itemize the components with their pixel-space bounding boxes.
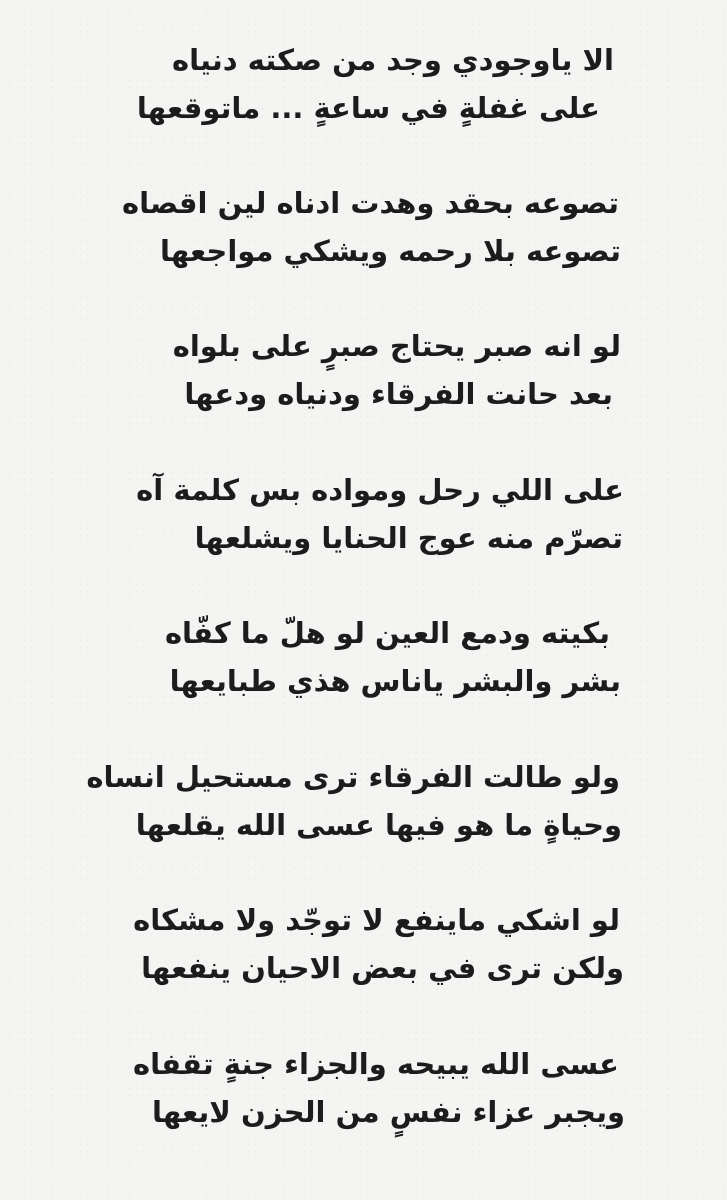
verse-line: الا ياوجودي وجد من صكته دنياه	[171, 43, 614, 77]
verse-line: على غفلةٍ في ساعةٍ ... ماتوقعها	[136, 91, 600, 125]
verse-line: على اللي رحل ومواده بس كلمة آه	[136, 473, 624, 507]
verse-line: ولو طالت الفرقاء ترى مستحيل انساه	[86, 760, 620, 794]
verse-line: لو اشكي ماينفع لا توجّد ولا مشكاه	[133, 903, 620, 937]
verse-line: بعد حانت الفرقاء ودنياه ودعها	[184, 377, 613, 411]
verse-line: بكيته ودمع العين لو هلّ ما كفّاه	[164, 616, 610, 650]
verse-line: وحياةٍ ما هو فيها عسى الله يقلعها	[135, 808, 622, 842]
verse-line: تصوعه بحقد وهدت ادناه لين اقصاه	[121, 186, 619, 220]
verse-line: تصرّم منه عوج الحنايا ويشلعها	[194, 521, 623, 555]
verse-line: بشر والبشر ياناس هذي طبايعها	[169, 664, 621, 698]
verse-line: عسى الله يبيحه والجزاء جنةٍ تقفاه	[133, 1047, 619, 1081]
verse-line: ويجبر عزاء نفسٍ من الحزن لايعها	[151, 1095, 625, 1129]
verse-line: ولكن ترى في بعض الاحيان ينفعها	[141, 951, 624, 985]
verse-line: لو انه صبر يحتاج صبرٍ على بلواه	[172, 329, 621, 363]
verse-line: تصوعه بلا رحمه ويشكي مواجعها	[160, 234, 621, 268]
